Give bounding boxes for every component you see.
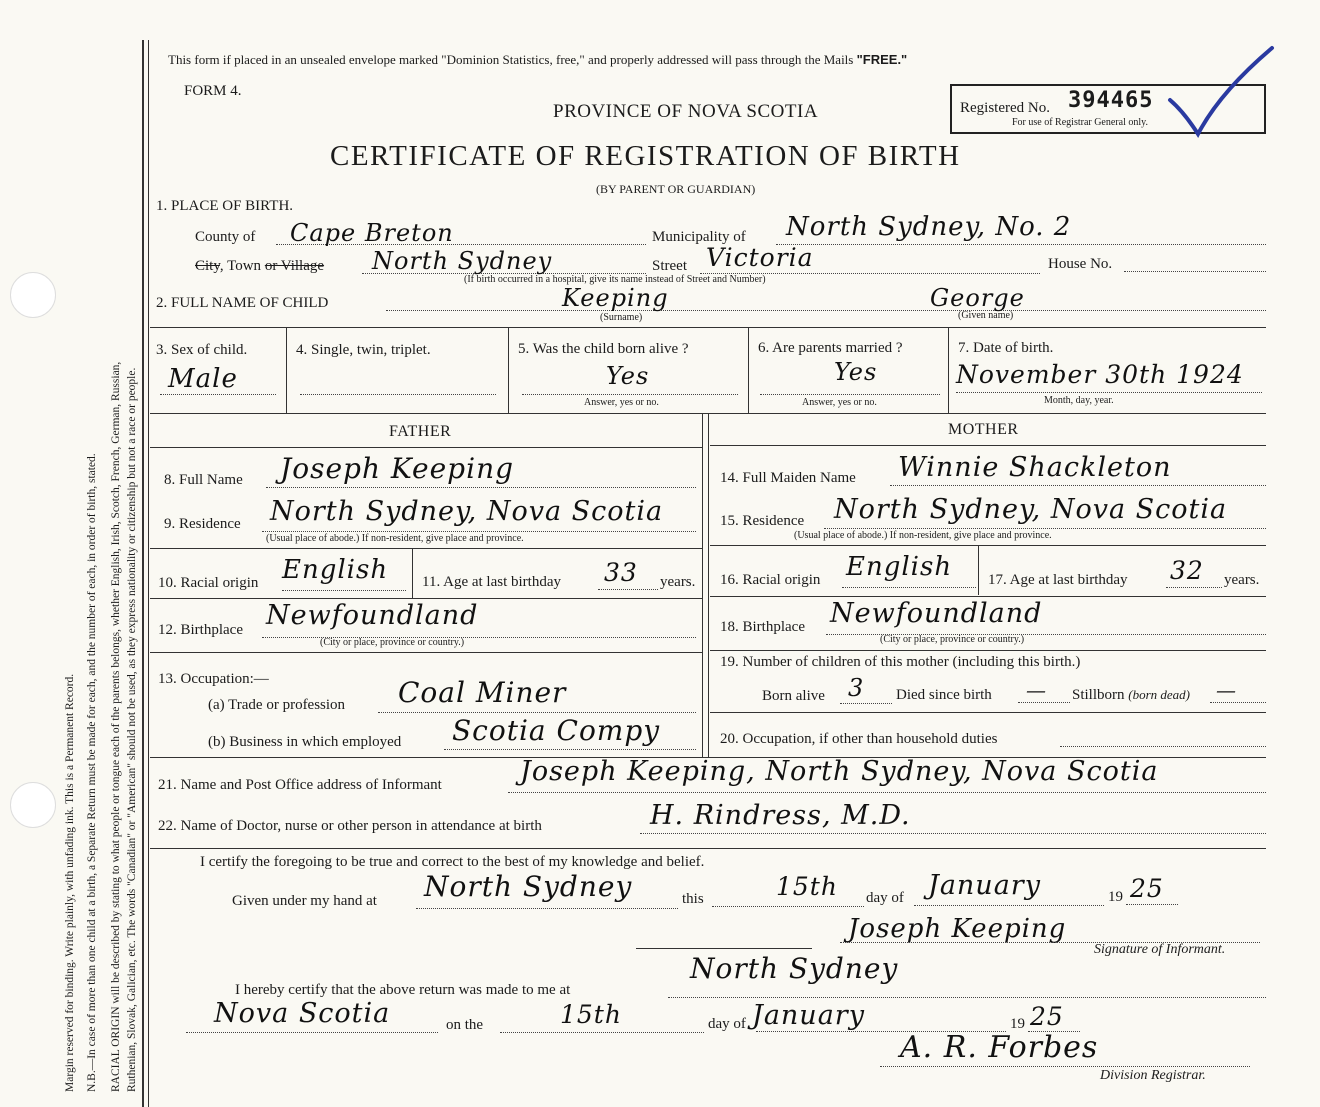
father-racial-value: English: [282, 555, 389, 585]
registrar-year-prefix: 19: [1010, 1016, 1025, 1032]
given-caption: (Given name): [958, 310, 1014, 321]
mother-residence-value: North Sydney, Nova Scotia: [834, 494, 1228, 525]
registered-label: Registered No.: [960, 100, 1050, 116]
answer-caption-alive: Answer, yes or no.: [584, 397, 659, 408]
margin-note-binding: Margin reserved for binding. Write plainly, with unfading ink. This is a Permanent Record.: [64, 673, 76, 1092]
father-heading: FATHER: [389, 423, 452, 440]
child-given-value: George: [930, 284, 1025, 312]
checkmark-icon: [1160, 42, 1280, 142]
margin-rule-inner: [148, 40, 149, 1107]
county-label: County of: [195, 229, 256, 245]
father-age-value: 33: [604, 558, 638, 587]
father-name-label: 8. Full Name: [164, 472, 243, 488]
mother-name-value: Winnie Shackleton: [898, 452, 1172, 483]
child-name-label: 2. FULL NAME OF CHILD: [156, 295, 329, 311]
day-of-label: day of: [866, 890, 904, 906]
certificate-subtitle: (BY PARENT OR GUARDIAN): [596, 182, 756, 196]
mother-residence-caption: (Usual place of abode.) If non-resident, give place and province.: [794, 530, 1052, 541]
registrar-month-value: January: [752, 1000, 865, 1031]
this-label: this: [682, 891, 704, 907]
mother-birthplace-label: 18. Birthplace: [720, 619, 805, 635]
mother-age-label: 17. Age at last birthday: [988, 572, 1128, 588]
born-alive-value: Yes: [606, 362, 650, 390]
mother-years: years.: [1224, 572, 1260, 588]
on-the-label: on the: [446, 1017, 484, 1033]
street-value: Victoria: [706, 243, 814, 272]
margin-rule: [142, 40, 144, 1107]
father-years: years.: [660, 574, 696, 590]
registrar-day-of-label: day of: [708, 1016, 746, 1032]
certify-statement: I certify the foregoing to be true and correct to the best of my knowledge and belief.: [200, 854, 705, 870]
street-label: Street: [652, 258, 687, 274]
father-birthplace-caption: (City or place, province or country.): [320, 637, 465, 648]
answer-caption-married: Answer, yes or no.: [802, 397, 877, 408]
given-place-value: North Sydney: [424, 870, 633, 903]
registrar-place-value-1: North Sydney: [690, 952, 899, 985]
dob-caption: Month, day, year.: [1044, 395, 1114, 406]
father-birthplace-label: 12. Birthplace: [158, 622, 243, 638]
child-surname-value: Keeping: [562, 284, 669, 312]
registrar-day-value: 15th: [560, 1000, 622, 1029]
place-of-birth-label: 1. PLACE OF BIRTH.: [156, 198, 294, 214]
born-alive-count-label: Born alive: [762, 688, 825, 704]
registrar-year-value: 25: [1030, 1002, 1064, 1031]
registrar-signature: A. R. Forbes: [900, 1030, 1099, 1065]
house-number-label: House No.: [1048, 256, 1113, 272]
given-day-value: 15th: [776, 872, 838, 901]
short-divider: [636, 948, 812, 949]
doctor-value: H. Rindress, M.D.: [650, 800, 911, 831]
city-value: North Sydney: [372, 247, 553, 275]
parents-divider: [702, 413, 703, 757]
informant-signature: Joseph Keeping: [848, 914, 1067, 944]
form-number: FORM 4.: [184, 83, 242, 99]
informant-label: 21. Name and Post Office address of Informant: [158, 777, 442, 793]
sex-value: Male: [168, 364, 238, 394]
date-of-birth-label: 7. Date of birth.: [958, 340, 1054, 356]
mother-birthplace-caption: (City or place, province or country.): [880, 634, 1025, 645]
postal-notice: This form if placed in an unsealed envelope marked "Dominion Statistics, free," and properly addressed will pass through the Mails "FREE.": [168, 52, 908, 67]
county-value: Cape Breton: [290, 219, 454, 247]
municipality-value: North Sydney, No. 2: [786, 212, 1072, 242]
certificate-title: CERTIFICATE OF REGISTRATION OF BIRTH: [330, 140, 961, 172]
mother-racial-label: 16. Racial origin: [720, 572, 821, 588]
province-title: PROVINCE OF NOVA SCOTIA: [553, 101, 819, 122]
died-since-birth-value: —: [1026, 678, 1047, 702]
stillborn-label: Stillborn (born dead): [1072, 687, 1191, 703]
mother-occupation-label: 20. Occupation, if other than household duties: [720, 731, 998, 747]
mother-residence-label: 15. Residence: [720, 513, 805, 529]
informant-value: Joseph Keeping, North Sydney, Nova Scotia: [520, 756, 1159, 787]
hospital-note: (If birth occurred in a hospital, give its name instead of Street and Number): [464, 274, 766, 285]
parents-married-label: 6. Are parents married ?: [758, 340, 903, 356]
father-name-value: Joseph Keeping: [280, 452, 515, 485]
plurality-label: 4. Single, twin, triplet.: [296, 342, 431, 358]
margin-note-racial: RACIAL ORIGIN will be described by stating to what people or tongue each of the parents belongs, whether English, Irish, Scotch, French, German, Russian,: [110, 361, 122, 1092]
margin-note-nb: N.B.—In case of more than one child at a birth, a Separate Return must be made for each, and the number of each, in order of birth, stated.: [86, 453, 98, 1092]
given-year-value: 25: [1130, 874, 1164, 903]
mother-name-label: 14. Full Maiden Name: [720, 470, 856, 486]
given-month-value: January: [928, 870, 1041, 901]
registrar-place-value-2: Nova Scotia: [214, 998, 391, 1029]
mother-heading: MOTHER: [948, 421, 1019, 438]
father-birthplace-value: Newfoundland: [266, 600, 479, 631]
father-residence-caption: (Usual place of abode.) If non-resident, give place and province.: [266, 533, 524, 544]
punch-hole-icon: [10, 272, 56, 318]
father-business-value: Scotia Compy: [452, 714, 661, 747]
father-business-label: (b) Business in which employed: [208, 734, 402, 750]
father-residence-value: North Sydney, Nova Scotia: [270, 496, 664, 527]
stillborn-value: —: [1216, 678, 1237, 702]
registrar-certify-text: I hereby certify that the above return was made to me at: [235, 982, 571, 998]
margin-note-racial-2: Ruthenian, Slovak, Galician, etc. The words "Canadian" or "American" should not be used, as they express nationality or citizenship but not a race or people.: [126, 367, 138, 1092]
given-under-hand-label: Given under my hand at: [232, 893, 377, 909]
year-prefix: 19: [1108, 889, 1123, 905]
parents-married-value: Yes: [834, 358, 878, 386]
punch-hole-icon: [10, 782, 56, 828]
date-of-birth-value: November 30th 1924: [956, 360, 1244, 389]
died-since-birth-label: Died since birth: [896, 687, 992, 703]
registrar-general-note: For use of Registrar General only.: [1012, 117, 1148, 128]
mother-children-label: 19. Number of children of this mother (including this birth.): [720, 654, 1081, 670]
mother-racial-value: English: [846, 552, 953, 582]
sex-label: 3. Sex of child.: [156, 342, 248, 358]
father-racial-label: 10. Racial origin: [158, 575, 259, 591]
born-alive-count-value: 3: [848, 674, 865, 702]
municipality-label: Municipality of: [652, 229, 746, 245]
mother-birthplace-value: Newfoundland: [830, 598, 1043, 629]
informant-signature-caption: Signature of Informant.: [1094, 942, 1226, 957]
father-trade-value: Coal Miner: [398, 676, 567, 709]
surname-caption: (Surname): [600, 312, 643, 323]
city-label: City, Town or Village: [195, 258, 325, 274]
born-alive-label: 5. Was the child born alive ?: [518, 341, 689, 357]
divider: [150, 327, 1266, 328]
father-residence-label: 9. Residence: [164, 516, 241, 532]
division-registrar-caption: Division Registrar.: [1100, 1068, 1206, 1083]
mother-age-value: 32: [1170, 556, 1204, 585]
father-occupation-label: 13. Occupation:—: [158, 671, 269, 687]
doctor-label: 22. Name of Doctor, nurse or other person in attendance at birth: [158, 818, 542, 834]
father-trade-label: (a) Trade or profession: [208, 697, 346, 713]
registered-number: 394465: [1068, 88, 1154, 113]
father-age-label: 11. Age at last birthday: [422, 574, 561, 590]
